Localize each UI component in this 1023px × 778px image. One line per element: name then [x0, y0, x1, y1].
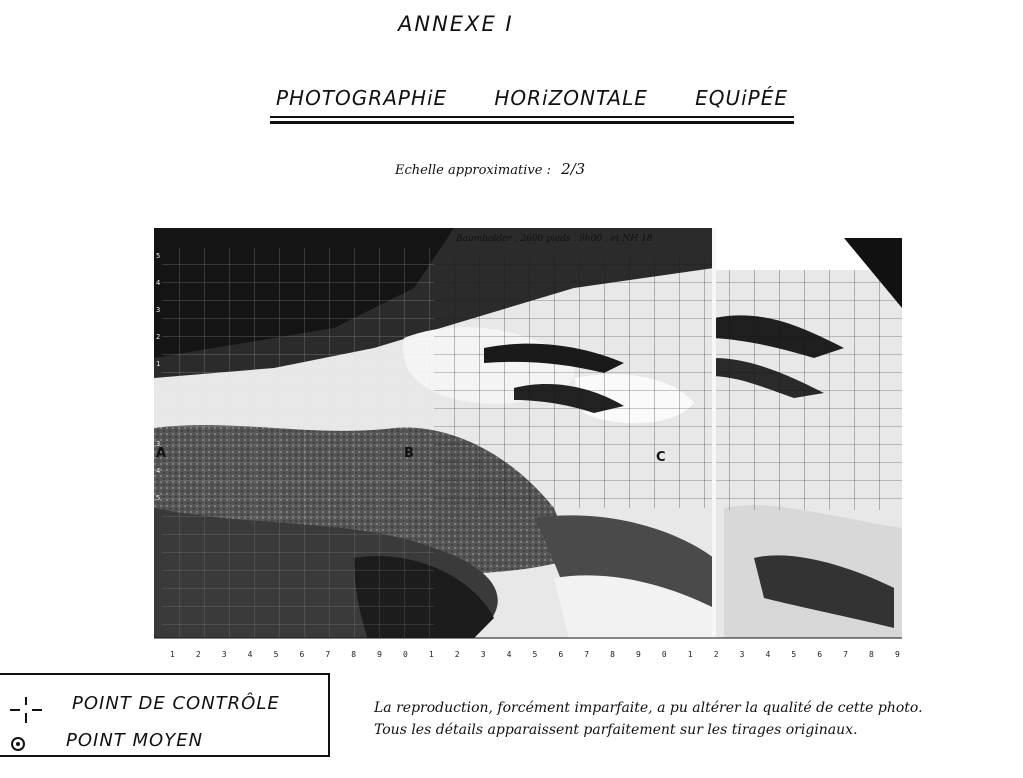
bottom-tick: 1 [428, 650, 434, 659]
title-word-3: EQUiPÉE [695, 86, 788, 110]
horizontal-photograph [154, 228, 902, 658]
left-tick: 3 [156, 440, 161, 449]
bottom-tick: 5 [532, 650, 538, 659]
title-word-2: HORiZONTALE [494, 86, 648, 110]
bottom-tick: 4 [247, 650, 253, 659]
title-underline-thin [270, 116, 794, 118]
bottom-tick: 7 [325, 650, 331, 659]
bottom-tick: 2 [713, 650, 719, 659]
photo-marker-b: B [404, 446, 414, 461]
legend-mean-point-label: POINT MOYEN [66, 730, 204, 751]
note-line-1: La reproduction, forcément imparfaite, a pu altérer la qualité de cette photo. [374, 700, 923, 716]
photograph-image [154, 228, 902, 658]
bottom-tick: 4 [765, 650, 771, 659]
bottom-tick: 8 [351, 650, 357, 659]
bottom-tick: 9 [894, 650, 900, 659]
bottom-tick: 0 [403, 650, 408, 659]
bottom-tick: 5 [791, 650, 797, 659]
bottom-tick: 3 [480, 650, 486, 659]
bottom-tick: 0 [661, 650, 667, 659]
left-tick: 1 [156, 386, 161, 395]
left-tick: 5 [156, 252, 161, 260]
annex-heading: ANNEXE I [398, 12, 514, 36]
left-tick: 2 [156, 413, 161, 422]
legend-box [0, 673, 330, 757]
scale-label: Echelle approximative : [395, 163, 551, 178]
title-underline-thick [270, 121, 794, 124]
scale-note [395, 160, 585, 178]
document-title [270, 86, 794, 110]
photo-marker-c: C [656, 450, 666, 465]
bottom-tick: 2 [195, 650, 201, 659]
bottom-tick: 1 [687, 650, 693, 659]
photo-marker-a: A [156, 446, 167, 461]
title-word-1: PHOTOGRAPHiE [276, 86, 448, 110]
bottom-tick: 8 [610, 650, 615, 659]
left-tick: 4 [156, 278, 161, 287]
photo-bottom-scale [170, 650, 900, 664]
left-tick: 5 [156, 493, 161, 502]
bottom-tick: 8 [869, 650, 874, 659]
bottom-tick: 2 [454, 650, 460, 659]
bottom-tick: 6 [299, 650, 305, 659]
reproduction-note [374, 697, 1019, 741]
photo-caption: Baumholder . 2600 pieds . 9h00 . et NH 18 [456, 234, 653, 244]
note-line-2: Tous les détails apparaissent parfaitement sur les tirages originaux. [374, 722, 858, 738]
photo-left-scale [156, 252, 166, 502]
bottom-tick: 6 [558, 650, 564, 659]
bottom-tick: 7 [843, 650, 848, 659]
bottom-tick: 3 [221, 650, 227, 659]
bottom-tick: 4 [506, 650, 512, 659]
mean-point-icon [10, 736, 26, 752]
bottom-tick: 9 [636, 650, 641, 659]
bottom-tick: 9 [377, 650, 382, 659]
left-tick: 3 [156, 305, 161, 314]
bottom-tick: 3 [739, 650, 745, 659]
left-tick: 1 [156, 359, 161, 368]
legend-control-point-label: POINT DE CONTRÔLE [72, 693, 280, 714]
control-point-icon [6, 695, 46, 725]
left-tick: 4 [156, 467, 161, 475]
bottom-tick: 1 [170, 650, 175, 659]
scale-fraction: 2/3 [561, 160, 586, 178]
bottom-tick: 5 [273, 650, 279, 659]
bottom-tick: 6 [817, 650, 823, 659]
left-tick: 2 [156, 332, 161, 341]
bottom-tick: 7 [584, 650, 590, 659]
